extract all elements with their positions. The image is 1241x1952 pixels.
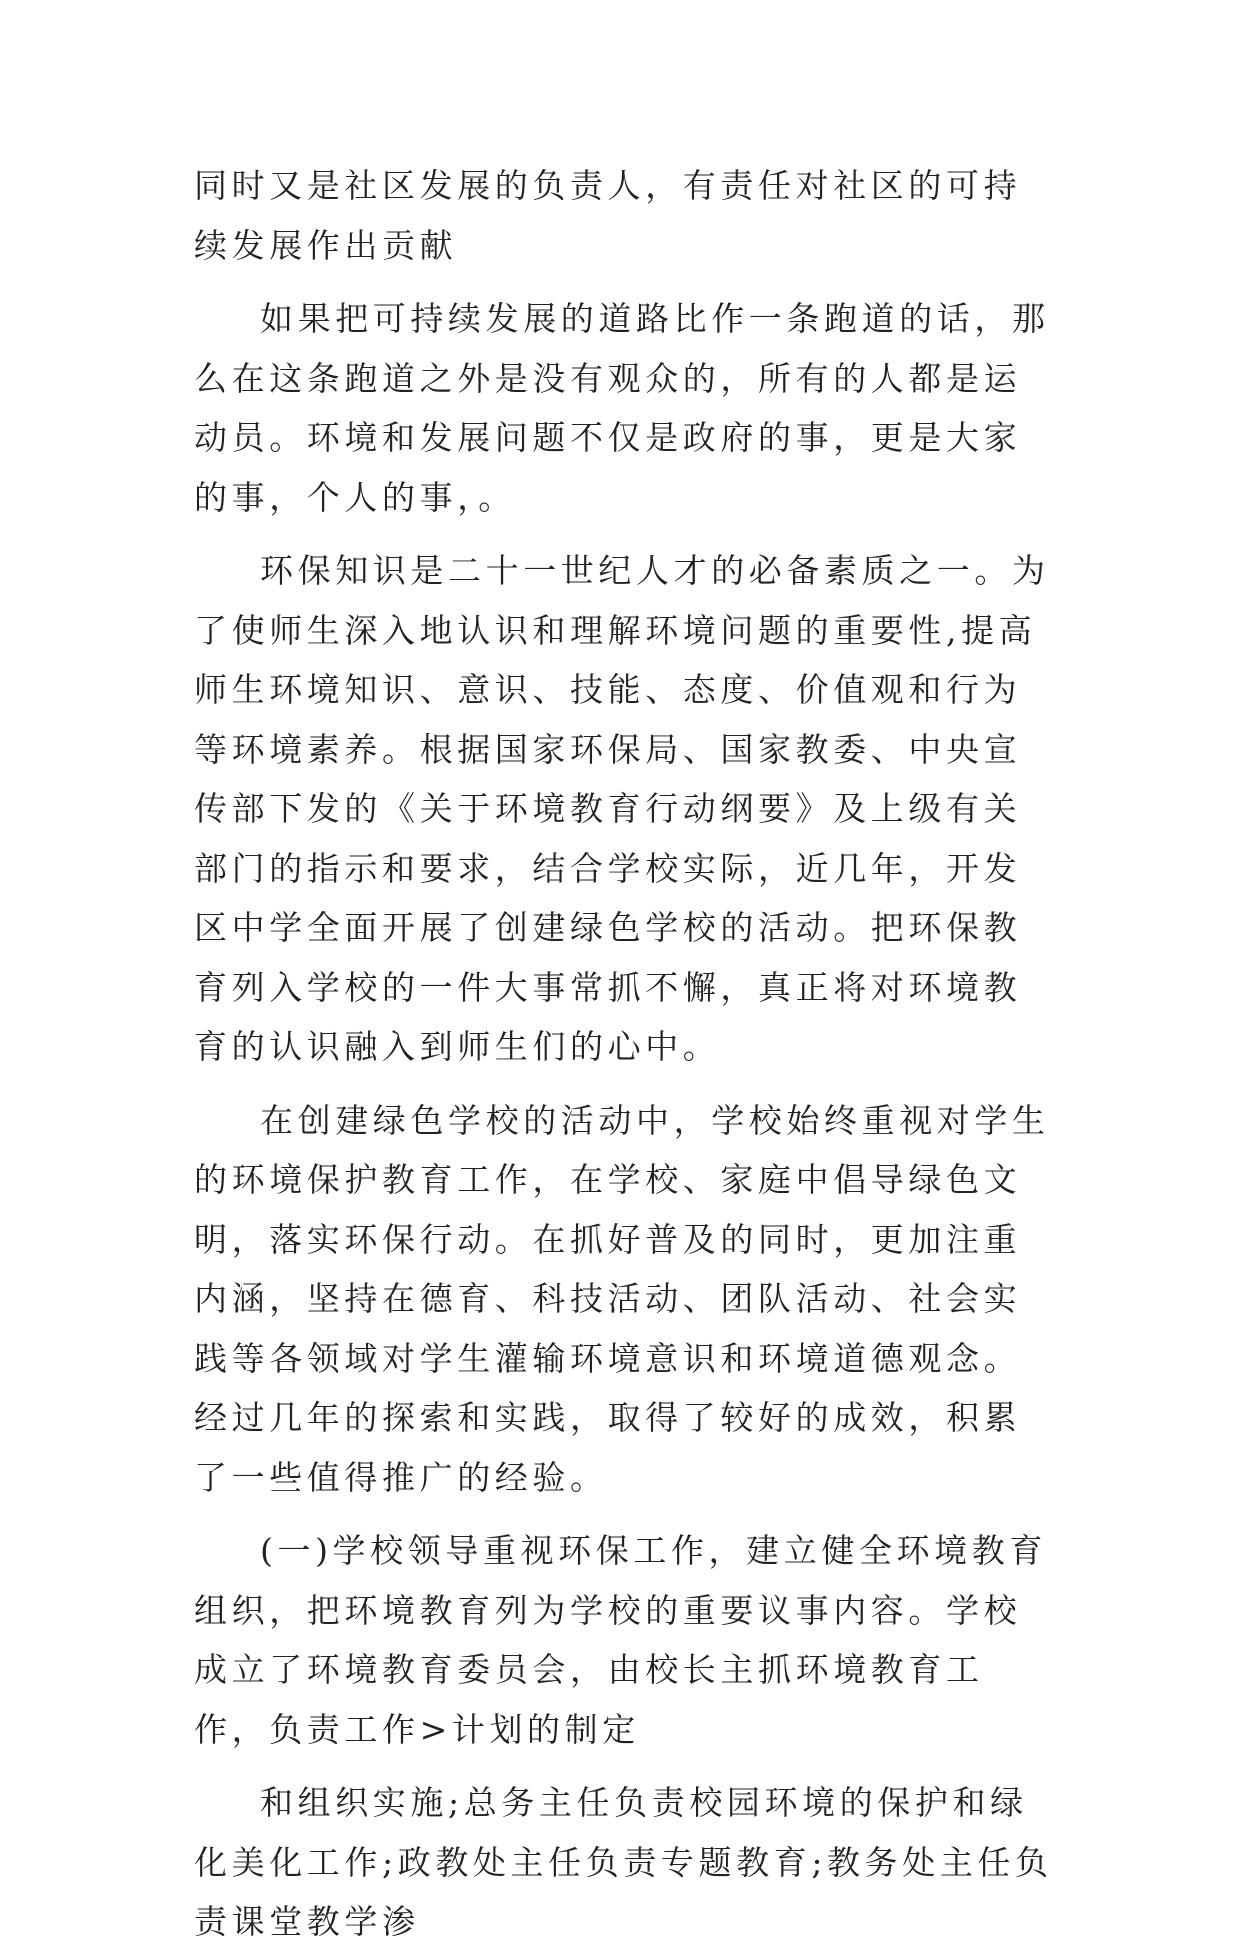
paragraph-leadership-organization: (一)学校领导重视环保工作，建立健全环境教育组织，把环境教育列为学校的重要议事内容。学校成立了环境教育委员会，由校长主抓环境教育工作，负责工作>计划的制定 — [194, 1531, 1047, 1749]
document-body — [194, 156, 1054, 1952]
paragraph-green-school-activity: 在创建绿色学校的活动中，学校始终重视对学生的环境保护教育工作，在学校、家庭中倡导绿色文明，落实环保行动。在抓好普及的同时，更加注重内涵，坚持在德育、科技活动、团队活动、社会实践等各领域对学生灌输环境意识和环境道德观念。经过几年的探索和实践，取得了较好的成效，积累了一些值得推广的经验。 — [194, 1100, 1050, 1497]
paragraph-environmental-knowledge: 环保知识是二十一世纪人才的必备素质之一。为了使师生深入地认识和理解环境问题的重要性,提高师生环境知识、意识、技能、态度、价值观和行为等环境素养。根据国家环保局、国家教委、中央宣传部下发的《关于环境教育行动纲要》及上级有关部门的指示和要求，结合学校实际，近几年，开发区中学全面开展了创建绿色学校的活动。把环保教育列入学校的一件大事常抓不懈，真正将对环境教育的认识融入到师生们的心中。 — [194, 551, 1050, 1066]
paragraph-sustainability-analogy: 如果把可持续发展的道路比作一条跑道的话，那么在这条跑道之外是没有观众的，所有的人都是运动员。环境和发展问题不仅是政府的事，更是大家的事，个人的事，。 — [194, 299, 1050, 517]
paragraph-responsibilities: 和组织实施;总务主任负责校园环境的保护和绿化美化工作;政教处主任负责专题教育;教务处主任负责课堂教学渗 — [194, 1783, 1053, 1941]
paragraph-continuation: 同时又是社区发展的负责人，有责任对社区的可持续发展作出贡献 — [194, 166, 1022, 265]
